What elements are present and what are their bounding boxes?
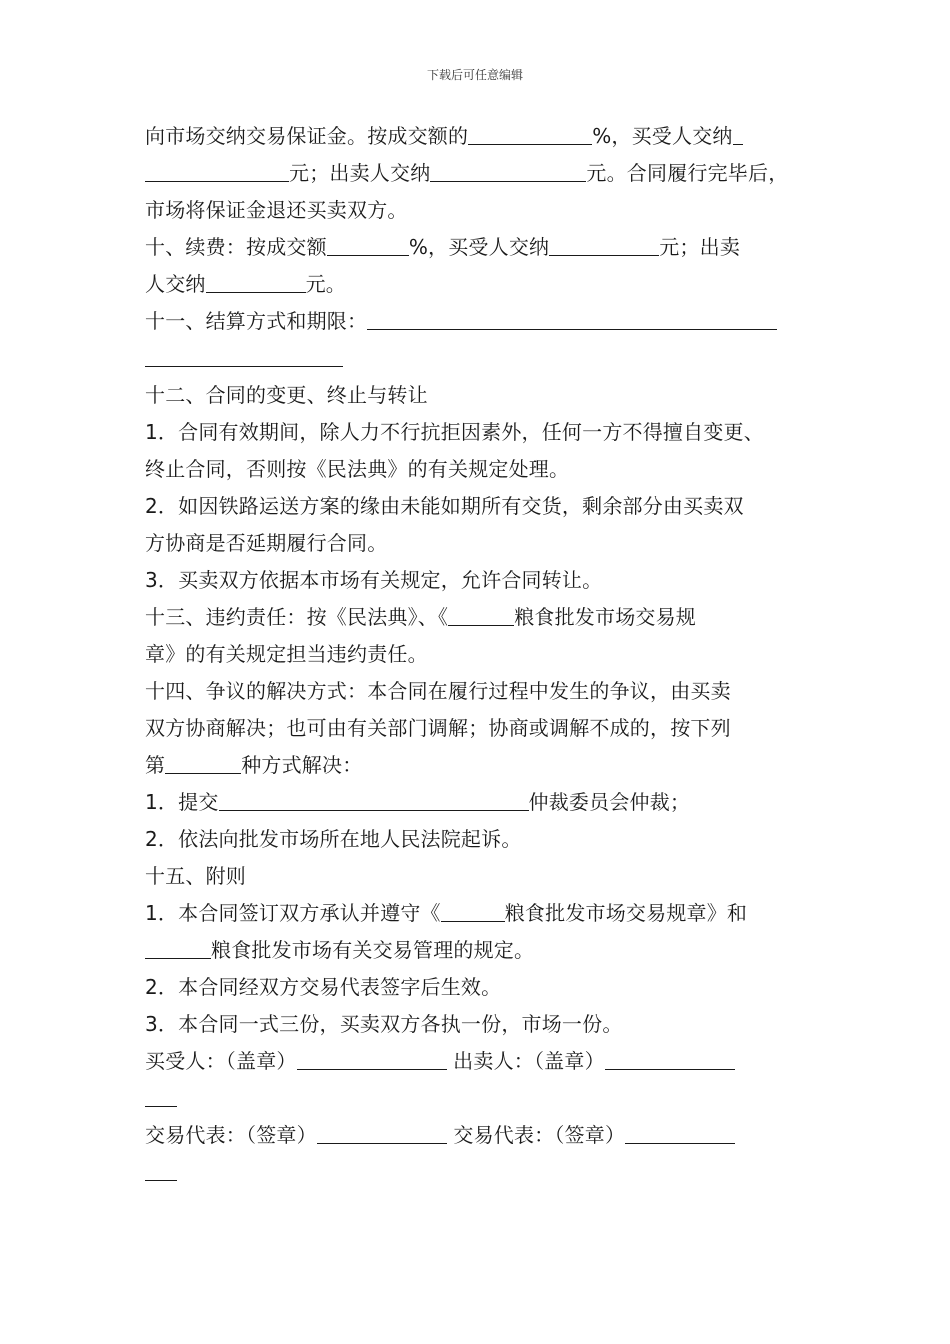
seller-rep-blank[interactable] (625, 1121, 735, 1144)
text-segment: 十三、违约责任：按《民法典》、《 (145, 605, 449, 629)
text-segment: 种方式解决： (241, 753, 363, 777)
text-segment: 3．本合同一式三份，买卖双方各执一份，市场一份。 (145, 1012, 623, 1036)
fill-blank[interactable] (448, 603, 514, 626)
text-line (145, 118, 810, 155)
text-line (145, 673, 810, 710)
text-line (145, 932, 810, 969)
fill-blank[interactable] (549, 233, 659, 256)
fill-blank[interactable] (468, 122, 592, 145)
text-segment: 元；出卖人交纳 (289, 161, 431, 185)
text-segment: 第 (145, 753, 166, 777)
signature-line (145, 1117, 810, 1154)
fill-blank[interactable] (145, 344, 343, 367)
text-segment: %，买受人交纳 (592, 124, 733, 148)
fill-blank[interactable] (145, 1158, 177, 1181)
text-line (145, 895, 810, 932)
fill-blank[interactable] (165, 751, 241, 774)
text-line (145, 229, 810, 266)
text-segment: 章》的有关规定担当违约责任。 (145, 642, 428, 666)
text-segment: 元。合同履行完毕后， (586, 161, 789, 185)
fill-blank[interactable] (430, 159, 586, 182)
fill-blank[interactable] (219, 788, 529, 811)
seller-seal-blank[interactable] (605, 1047, 735, 1070)
text-line (145, 303, 810, 340)
fill-blank[interactable] (145, 159, 289, 182)
text-line (145, 155, 810, 192)
text-segment: 粮食批发市场有关交易管理的规定。 (211, 938, 535, 962)
text-segment: 十五、附则 (145, 864, 246, 888)
text-line (145, 969, 810, 1006)
text-line (145, 451, 810, 488)
text-segment: 1．合同有效期间，除人力不行抗拒因素外，任何一方不得擅自变更、 (145, 420, 764, 444)
text-segment: 双方协商解决；也可由有关部门调解；协商或调解不成的，按下列 (145, 716, 731, 740)
text-segment: 向市场交纳交易保证金。按成交额的 (145, 124, 469, 148)
seller-seal-label: 出卖人：（盖章） (446, 1049, 605, 1073)
seller-rep-label: 交易代表：（签章） (446, 1123, 626, 1147)
text-segment: 十二、合同的变更、终止与转让 (145, 383, 428, 407)
text-segment: 2．依法向批发市场所在地人民法院起诉。 (145, 827, 522, 851)
text-line (145, 599, 810, 636)
text-segment: 1．本合同签订双方承认并遵守《 (145, 901, 441, 925)
fill-blank[interactable] (145, 1084, 177, 1107)
text-line (145, 1006, 810, 1043)
text-line (145, 1154, 810, 1191)
text-segment: 3．买卖双方依据本市场有关规定，允许合同转让。 (145, 568, 603, 592)
signature-line (145, 1043, 810, 1080)
text-segment: 元；出卖 (659, 235, 741, 259)
text-line (145, 1080, 810, 1117)
buyer-seal-blank[interactable] (297, 1047, 447, 1070)
text-segment: 市场将保证金退还买卖双方。 (145, 198, 408, 222)
text-segment: 十四、争议的解决方式：本合同在履行过程中发生的争议，由买卖 (145, 679, 731, 703)
fill-blank[interactable] (327, 233, 409, 256)
text-segment: 1．提交 (145, 790, 219, 814)
text-line (145, 747, 810, 784)
text-segment: 十、续费：按成交额 (145, 235, 327, 259)
text-segment: 仲裁委员会仲裁； (528, 790, 691, 814)
text-line (145, 636, 810, 673)
text-line (145, 784, 810, 821)
section-heading (145, 858, 810, 895)
text-segment: 人交纳 (145, 272, 206, 296)
text-line (145, 192, 810, 229)
fill-blank[interactable] (733, 122, 743, 145)
text-line (145, 525, 810, 562)
text-segment: 2．本合同经双方交易代表签字后生效。 (145, 975, 502, 999)
text-line (145, 562, 810, 599)
text-segment: 十一、结算方式和期限： (145, 309, 368, 333)
text-segment: 粮食批发市场交易规章》和 (504, 901, 748, 925)
text-segment: 方协商是否延期履行合同。 (145, 531, 388, 555)
fill-blank[interactable] (145, 936, 211, 959)
text-line (145, 488, 810, 525)
section-heading (145, 377, 810, 414)
text-segment: %，买受人交纳 (408, 235, 550, 259)
text-line (145, 710, 810, 747)
buyer-seal-label: 买受人：（盖章） (145, 1049, 297, 1073)
text-line (145, 266, 810, 303)
text-segment: 粮食批发市场交易规 (514, 605, 697, 629)
fill-blank[interactable] (441, 899, 505, 922)
page-header-note: 下载后可任意编辑 (426, 68, 523, 82)
contract-body (145, 118, 810, 1191)
fill-blank[interactable] (367, 307, 777, 330)
text-line (145, 340, 810, 377)
text-segment: 元。 (305, 272, 347, 296)
text-line (145, 414, 810, 451)
buyer-rep-blank[interactable] (317, 1121, 447, 1144)
text-segment: 2．如因铁路运送方案的缘由未能如期所有交货，剩余部分由买卖双 (145, 494, 744, 518)
text-segment: 终止合同，否则按《民法典》的有关规定处理。 (145, 457, 570, 481)
fill-blank[interactable] (206, 270, 306, 293)
text-line (145, 821, 810, 858)
buyer-rep-label: 交易代表：（签章） (145, 1123, 317, 1147)
